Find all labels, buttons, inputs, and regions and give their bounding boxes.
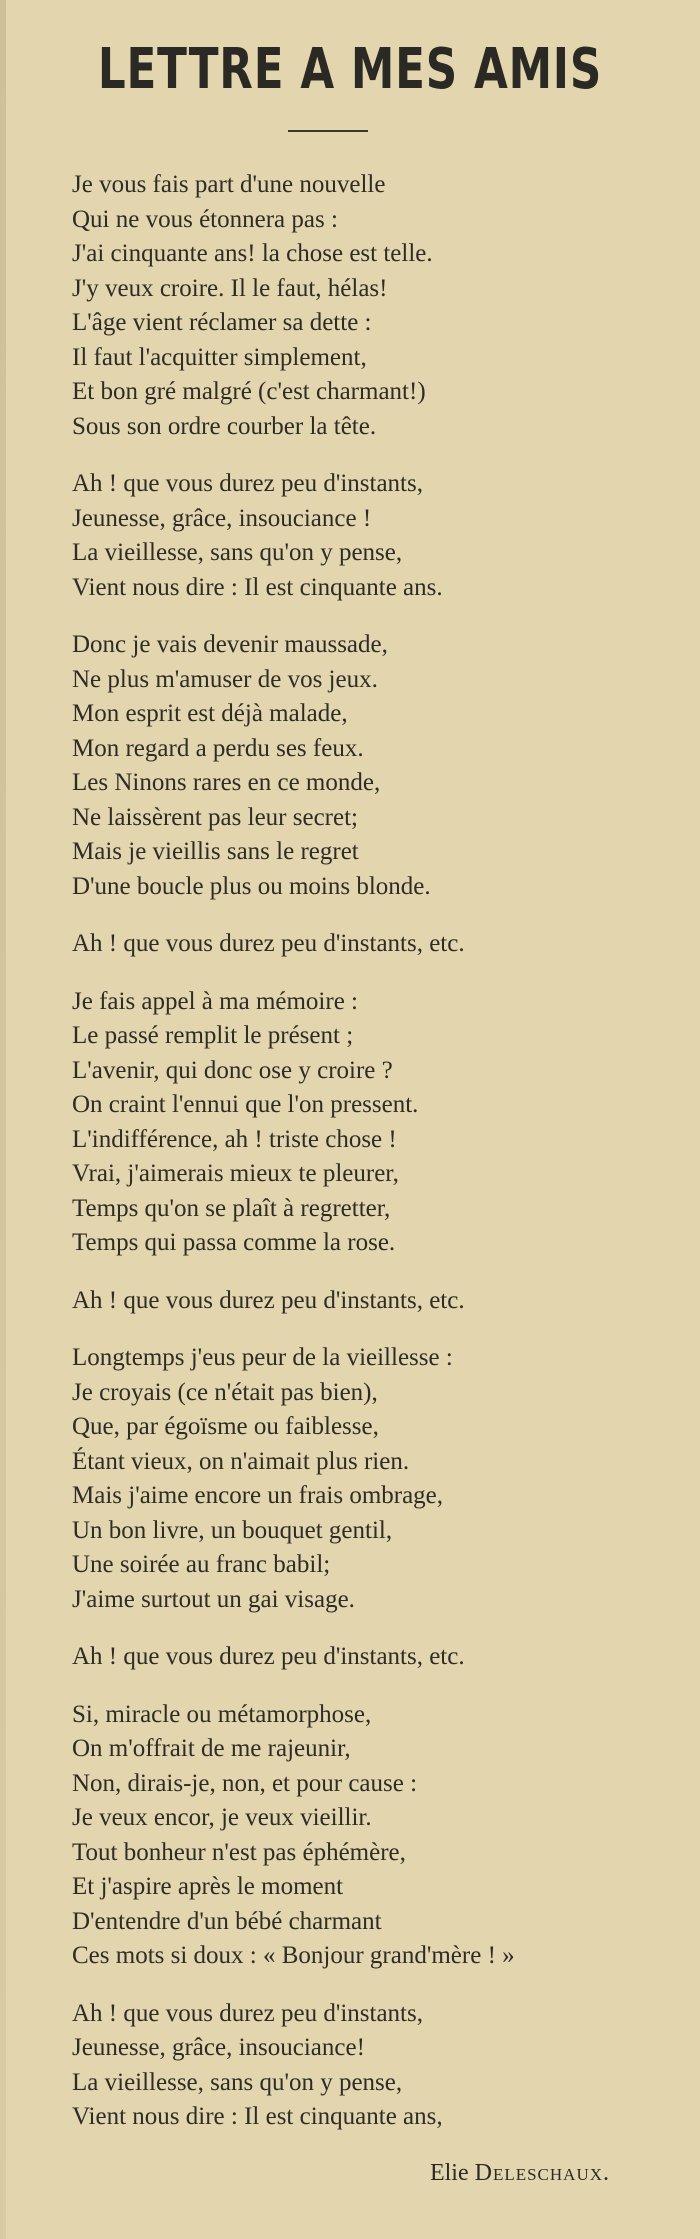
poem-line: Si, miracle ou métamorphose, <box>72 1700 372 1728</box>
poem-line: Je veux encor, je veux vieillir. <box>72 1804 372 1831</box>
poem-line: Mon esprit est déjà malade, <box>72 700 348 727</box>
poem-line: L'indifférence, ah ! triste chose ! <box>72 1125 397 1153</box>
poem-line: Et bon gré malgré (c'est charmant!) <box>72 378 426 405</box>
poem-line: Ne laissèrent pas leur secret; <box>72 803 358 831</box>
poem-line: Ah ! que vous durez peu d'instants, <box>72 470 423 497</box>
page-edge <box>0 0 6 2239</box>
poem-line: Étant vieux, on n'aimait plus rien. <box>72 1447 410 1475</box>
stanza <box>72 168 672 444</box>
poem-line: Ces mots si doux : « Bonjour grand'mère ! » <box>72 1942 515 1969</box>
poem-line: Je vous fais part d'une nouvelle <box>72 171 386 198</box>
poem-line: Je croyais (ce n'était pas bien), <box>72 1378 378 1406</box>
poem-line: D'une boucle plus ou moins blonde. <box>72 872 431 900</box>
poem-line: Qui ne vous étonnera pas : <box>72 205 338 233</box>
poem-line: Mon regard a perdu ses feux. <box>72 734 364 762</box>
poem-line: Le passé remplit le présent ; <box>72 1022 354 1049</box>
poem-line: On craint l'ennui que l'on pressent. <box>72 1091 419 1118</box>
poem-line: Mais j'aime encore un frais ombrage, <box>72 1482 444 1509</box>
title-rule <box>288 130 368 132</box>
poem-line: Ne plus m'amuser de vos jeux. <box>72 665 378 693</box>
refrain-stanza <box>72 927 672 962</box>
poem-line: L'avenir, qui donc ose y croire ? <box>72 1056 393 1084</box>
poem-line: Vrai, j'aimerais mieux te pleurer, <box>72 1160 399 1187</box>
poem-line: Ah ! que vous durez peu d'instants, etc. <box>72 930 465 957</box>
stanza <box>72 628 672 904</box>
poem-line: Jeunesse, grâce, insouciance! <box>72 2034 365 2061</box>
poem-line: Je fais appel à ma mémoire : <box>72 987 358 1015</box>
poem-line: Temps qui passa comme la rose. <box>72 1229 396 1256</box>
stanza <box>72 1341 672 1617</box>
stanza <box>72 1698 672 1974</box>
poem-line: Vient nous dire : Il est cinquante ans, <box>72 2103 443 2130</box>
poem-line: Et j'aspire après le moment <box>72 1873 344 1900</box>
poem-line: Il faut l'acquitter simplement, <box>72 343 367 371</box>
poem-body <box>72 168 672 2190</box>
poem-line: Ah ! que vous durez peu d'instants, etc. <box>72 1286 465 1314</box>
stanza <box>72 467 672 605</box>
poem-line: Les Ninons rares en ce monde, <box>72 769 381 796</box>
poem-line: La vieillesse, sans qu'on y pense, <box>72 539 403 566</box>
poem-line: D'entendre d'un bébé charmant <box>72 1907 382 1935</box>
poem-line: Mais je vieillis sans le regret <box>72 838 359 865</box>
poem-line: Sous son ordre courber la tête. <box>72 412 377 440</box>
refrain-stanza <box>72 1284 672 1319</box>
poem-line: J'ai cinquante ans! la chose est telle. <box>72 240 433 267</box>
stanza <box>72 1997 672 2135</box>
poem-line: J'aime surtout un gai visage. <box>72 1585 355 1613</box>
poem-line: La vieillesse, sans qu'on y pense, <box>72 2068 403 2096</box>
poem-line: Vient nous dire : Il est cinquante ans. <box>72 573 443 601</box>
poem-line: Une soirée au franc babil; <box>72 1551 331 1578</box>
signature <box>72 2156 672 2191</box>
poem-line: Longtemps j'eus peur de la vieillesse : <box>72 1344 453 1371</box>
poem-line: Ah ! que vous durez peu d'instants, etc. <box>72 1643 465 1670</box>
poem-line: Non, dirais-je, non, et pour cause : <box>72 1769 418 1797</box>
poem-line: Un bon livre, un bouquet gentil, <box>72 1516 393 1544</box>
poem-line: Ah ! que vous durez peu d'instants, <box>72 1999 423 2027</box>
poem-line: Que, par égoïsme ou faiblesse, <box>72 1413 379 1440</box>
poem-title: LETTRE A MES AMIS <box>97 37 603 102</box>
signature-last-name: Deleschaux. <box>474 2159 610 2186</box>
poem-line: Temps qu'on se plaît à regretter, <box>72 1194 391 1222</box>
poem-line: J'y veux croire. Il le faut, hélas! <box>72 274 388 302</box>
poem-line: Tout bonheur n'est pas éphémère, <box>72 1838 406 1866</box>
poem-line: L'âge vient réclamer sa dette : <box>72 309 372 336</box>
stanza <box>72 985 672 1261</box>
poem-line: Donc je vais devenir maussade, <box>72 631 388 658</box>
refrain-stanza <box>72 1640 672 1675</box>
poem-line: Jeunesse, grâce, insouciance ! <box>72 504 372 532</box>
poem-line: On m'offrait de me rajeunir, <box>72 1735 351 1762</box>
stanza-list <box>72 168 672 2135</box>
signature-first-name: Elie <box>429 2159 469 2186</box>
